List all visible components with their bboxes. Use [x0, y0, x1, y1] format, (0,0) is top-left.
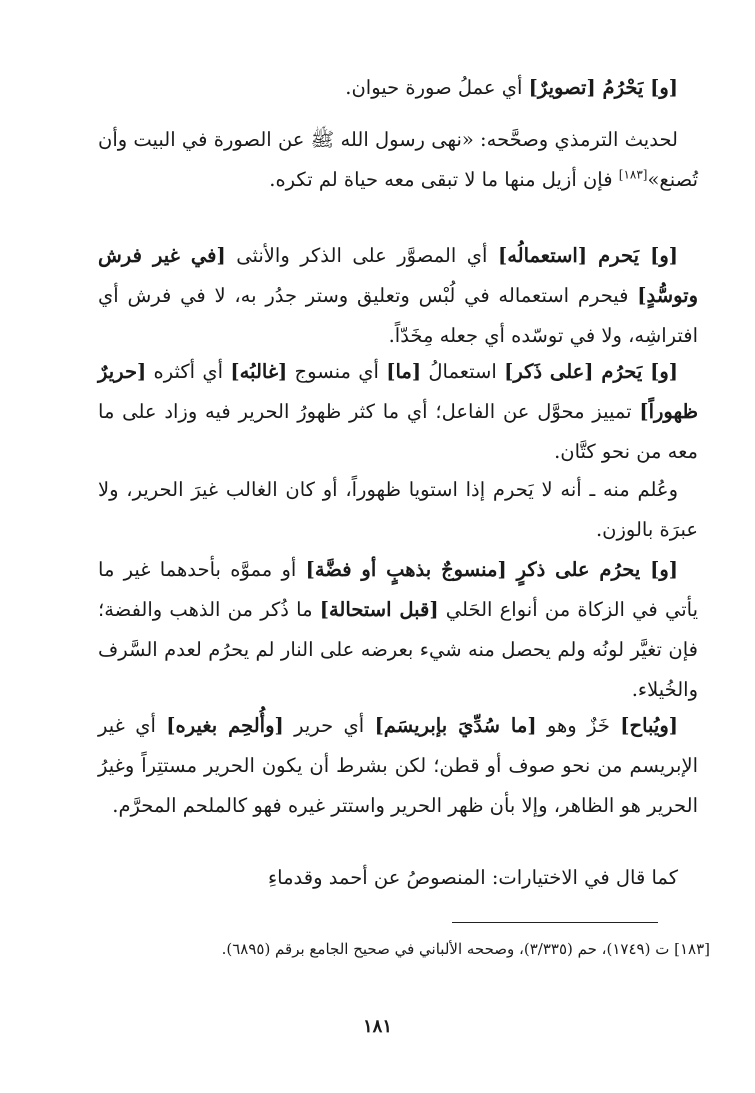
text-segment: أي غير الإبريسم من نحو صوف أو قطن؛ لكن بشرط أن يكون الحرير مستتِراً وغيرُ الحرير هو الظاهر، وإلا بأن ظهر الحرير واستتر غيره فهو كالملحم المحرَّم. — [98, 714, 698, 817]
bold-text-segment: [منسوجٌ بذهبٍ أو فضَّة] — [305, 558, 507, 581]
bold-text-segment: [على ذَكر] — [504, 360, 594, 383]
bold-text-segment: [قبل استحالة] — [319, 598, 439, 621]
text-segment: وعُلم منه ـ أنه لا يَحرم إذا استويا ظهوراً، أو كان الغالب غيرَ الحرير، ولا عبرَة بالوزن. — [98, 478, 698, 541]
bold-text-segment: [غالبُه] — [230, 360, 288, 383]
text-segment: استعمالُ — [421, 360, 505, 383]
paragraph-7 — [98, 706, 698, 826]
text-segment: أو مموَّه بأحدهما غير ما يأتي في الزكاة من أنواع الحَلي — [98, 558, 699, 621]
bold-text-segment: [و] يَحرم — [587, 244, 678, 267]
paragraph-3 — [98, 236, 698, 356]
text-segment: فيحرم استعماله في لُبْس وتعليق وستر جدُر به، لا في فرش أي افتراشِه، ولا في توسّده أي جعله مِخَدّاً. — [98, 284, 698, 347]
footnote-divider — [452, 922, 658, 923]
bold-text-segment: [و] يَحرُم — [593, 360, 679, 383]
text-segment: تمييز محوَّل عن الفاعل؛ أي ما كثر ظهورُ الحرير فيه وزاد على ما معه من نحو كتَّان. — [98, 400, 698, 463]
page-number: ١٨١ — [362, 1016, 392, 1037]
footnote: [١٨٣] ت (١٧٤٩)، حم (٣/٣٣٥)، وصححه الألباني في صحيح الجامع برقم (٦٨٩٥). — [221, 940, 710, 958]
paragraph-5 — [98, 470, 698, 550]
bold-text-segment: [في غير فرش وتوسُّدٍ] — [98, 244, 698, 307]
bold-text-segment: [حريرٌ ظهوراً] — [98, 360, 698, 423]
text-segment: ما ذُكر من الذهب والفضة؛ فإن تغيَّر لونُه ولم يحصل منه شيء بعرضه على النار لم يحرُم لعدم السَّرف والخُيلاء. — [98, 598, 698, 701]
paragraph-4 — [98, 352, 698, 472]
text-segment: أي عملُ صورة حيوان. — [345, 76, 529, 99]
text-segment: أي حرير — [283, 714, 375, 737]
footnote-reference[interactable]: [١٨٣] — [618, 167, 648, 182]
text-segment: لحديث الترمذي وصحَّحه: «نهى رسول الله ﷺ عن الصورة في البيت وأن تُصنع» — [98, 128, 698, 191]
bold-text-segment: [تصويرٌ] — [528, 76, 596, 99]
text-segment: كما قال في الاختيارات: المنصوصُ عن أحمد وقدماءِ — [267, 866, 678, 889]
bold-text-segment: [و] يَحْرُمُ — [595, 76, 678, 99]
text-segment: أي المصوَّر على الذكر والأنثى — [225, 244, 498, 267]
bold-text-segment: [ما] — [386, 360, 422, 383]
paragraph-6 — [98, 550, 698, 710]
paragraph-1 — [98, 68, 698, 108]
text-segment: أي أكثره — [146, 360, 231, 383]
text-segment: خَزٌ وهو — [536, 714, 621, 737]
text-segment: أي منسوج — [287, 360, 387, 383]
paragraph-8 — [98, 858, 698, 898]
bold-text-segment: [و] يحرُم على ذكرٍ — [506, 558, 678, 581]
text-segment: فإن أزيل منها ما لا تبقى معه حياة لم تكره. — [269, 168, 619, 191]
bold-text-segment: [ويُباح] — [620, 714, 679, 737]
paragraph-2 — [98, 120, 698, 200]
bold-text-segment: [استعمالُه] — [497, 244, 588, 267]
bold-text-segment: [وأُلحِم بغيره] — [166, 714, 284, 737]
bold-text-segment: [ما سُدِّيَ بإبريسَم] — [374, 714, 537, 737]
